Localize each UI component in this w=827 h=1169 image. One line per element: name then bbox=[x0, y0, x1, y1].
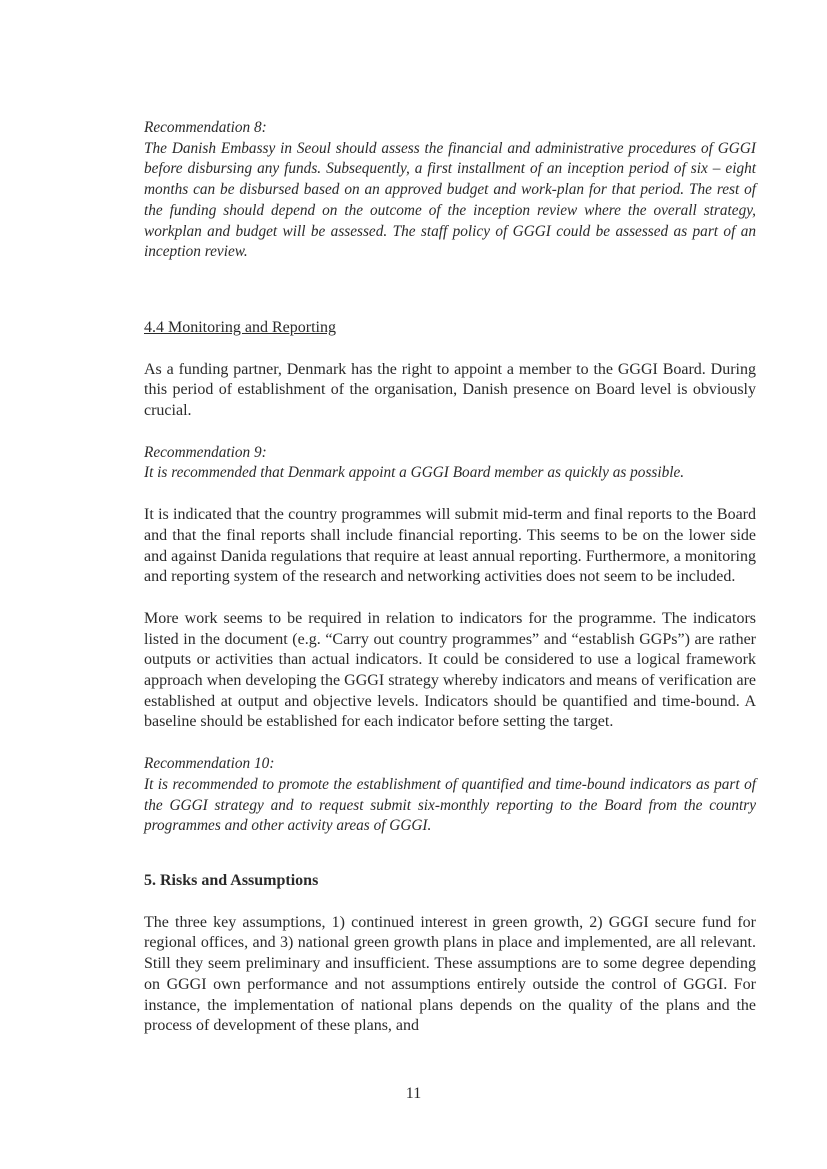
section-4-4-heading: 4.4 Monitoring and Reporting bbox=[144, 318, 336, 336]
section-5-heading: 5. Risks and Assumptions bbox=[144, 871, 319, 889]
recommendation-10-text: It is recommended to promote the establishment of quantified and time-bound indicators as part of the GGGI strategy and to request submit six-monthly reporting to the Board from the country programmes and other activity areas of GGGI. bbox=[144, 775, 756, 835]
recommendation-8-label: Recommendation 8: bbox=[144, 119, 267, 136]
recommendation-10-label: Recommendation 10: bbox=[144, 755, 275, 773]
page-content bbox=[144, 118, 756, 1037]
page-number: 11 bbox=[405, 1085, 422, 1102]
indicators-paragraph: More work seems to be required in relation to indicators for the programme. The indicators listed in the document (e.g. “Carry out country programmes” and “establish GGPs”) are rather outputs or activities than actual indicators. It could be considered to use a logical framework approach when developing the GGGI strategy whereby indicators and means of verification are established at output and objective levels. Indicators should be quantified and time-bound. A baseline should be established for each indicator before setting the target. bbox=[144, 609, 756, 731]
recommendation-9-text: It is recommended that Denmark appoint a GGGI Board member as quickly as possible. bbox=[144, 464, 685, 482]
section-4-4-paragraph-1: As a funding partner, Denmark has the right to appoint a member to the GGGI Board. During this period of establishment of the organisation, Danish presence on Board level is obviously crucial. bbox=[144, 360, 756, 420]
recommendation-9-label: Recommendation 9: bbox=[144, 443, 267, 461]
section-5-paragraph: The three key assumptions, 1) continued interest in green growth, 2) GGGI secure fund for regional offices, and 3) national green growth plans in place and implemented, are all relevant. Still they seem preliminary and insufficient. These assumptions are to some degree depending on GGGI own performance and not assumptions entirely outside the control of GGGI. For instance, the implementation of national plans depends on the quality of the plans and the process of development of these plans, and bbox=[144, 913, 756, 1035]
reporting-paragraph: It is indicated that the country programmes will submit mid-term and final reports to the Board and that the final reports shall include financial reporting. This seems to be on the lower side and against Danida regulations that require at least annual reporting. Furthermore, a monitoring and reporting system of the research and networking activities does not seem to be included. bbox=[144, 506, 756, 586]
recommendation-8-text: The Danish Embassy in Seoul should assess the financial and administrative procedures of GGGI before disbursing any funds. Subsequently, a first installment of an inception period of six – eight months can be disbursed based on an approved budget and work-plan for that period. The rest of the funding should depend on the outcome of the inception review where the overall strategy, workplan and budget will be assessed. The staff policy of GGGI could be assessed as part of an inception review. bbox=[144, 139, 756, 261]
